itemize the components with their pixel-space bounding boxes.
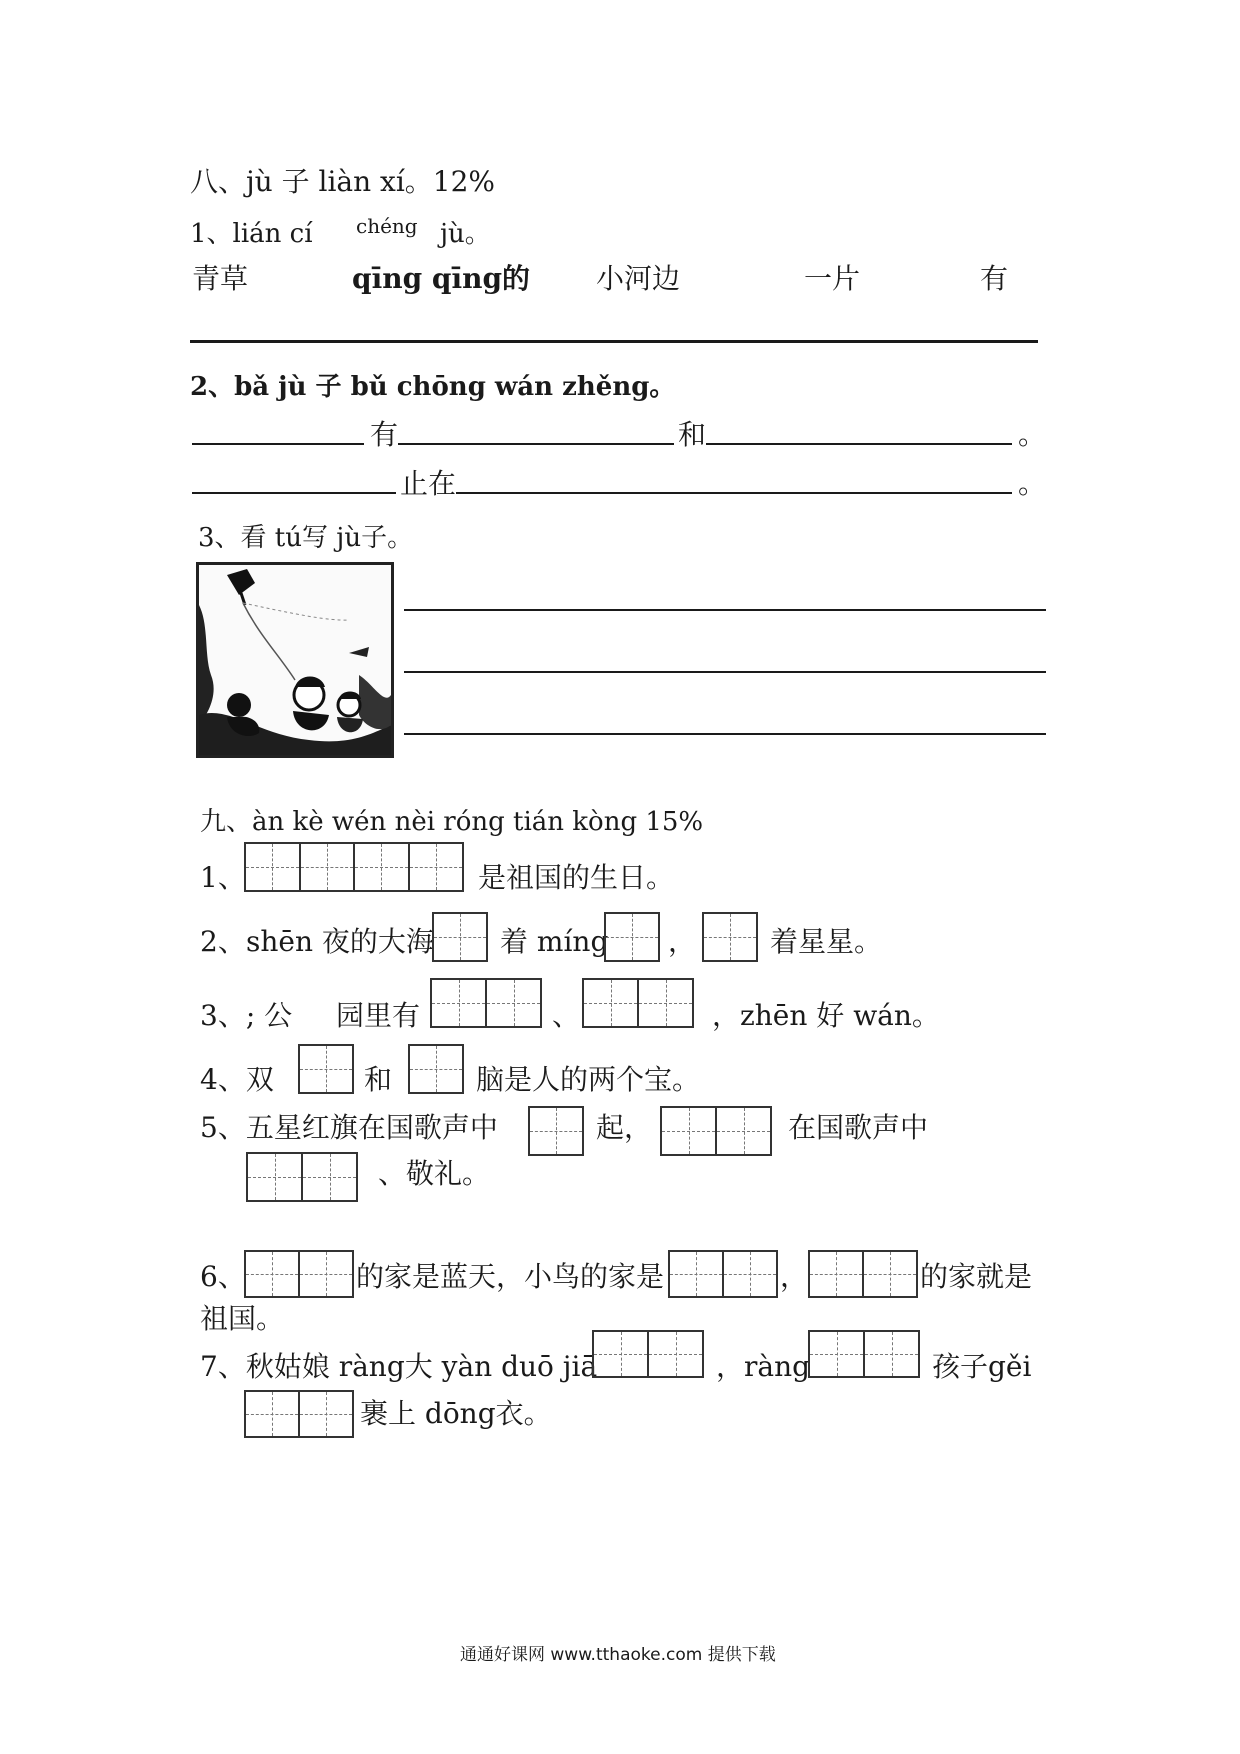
s9-q3-boxes-1[interactable] (430, 978, 542, 1028)
q2-you: 有 (370, 418, 399, 451)
s9-q2-a: shēn 夜的大海 (246, 925, 434, 958)
s9-q5-num: 5、五星红旗在国歌声中 (200, 1111, 498, 1144)
s9-q1-num: 1、 (200, 861, 246, 894)
q2-he: 和 (678, 418, 707, 451)
answer-line-q1[interactable] (190, 340, 1038, 343)
kite-picture (196, 562, 394, 758)
s9-q2-box-3[interactable] (702, 912, 758, 962)
s9-q7-b: 孩子gěi (932, 1350, 1032, 1383)
s9-q3-num: 3、; 公 (200, 999, 293, 1032)
s9-q2-c: ， (668, 925, 697, 958)
s9-q5-boxes-3[interactable] (246, 1152, 358, 1202)
s9-q3-boxes-2[interactable] (582, 978, 694, 1028)
s9-q7-boxes-3[interactable] (244, 1390, 354, 1438)
s9-q5-a: 起， (596, 1111, 653, 1144)
write-line-3[interactable] (404, 733, 1046, 735)
s9-q6-b: ， (780, 1260, 809, 1293)
blank-q2-4[interactable] (192, 492, 396, 494)
s9-q3-b: 、 (552, 999, 581, 1032)
s9-q1-boxes[interactable] (244, 842, 464, 892)
q1-cheng: chéng (356, 214, 418, 238)
s9-q3-c: ，zhēn 好 wán。 (712, 999, 940, 1032)
q2-period-2: 。 (1018, 467, 1047, 500)
write-line-2[interactable] (404, 671, 1046, 673)
s9-q1-tail: 是祖国的生日。 (478, 861, 675, 894)
s9-q6-d: 祖国。 (200, 1302, 285, 1335)
s9-q4-box-1[interactable] (298, 1044, 354, 1094)
q1-title: 1、lián cí (190, 219, 313, 249)
q2-period-1: 。 (1018, 418, 1047, 451)
s9-q2-box-2[interactable] (604, 912, 660, 962)
s9-q7-boxes-1[interactable] (592, 1330, 704, 1378)
s9-q4-b: 脑是人的两个宝。 (476, 1063, 701, 1096)
kite-illustration-icon (199, 565, 391, 755)
blank-q2-5[interactable] (456, 492, 1012, 494)
footer-download-note: 通通好课网 www.tthaoke.com 提供下载 (460, 1645, 776, 1665)
s9-q2-num: 2、 (200, 925, 246, 958)
s9-q6-c: 的家就是 (920, 1260, 1033, 1293)
s9-q4-box-2[interactable] (408, 1044, 464, 1094)
q2-title: 2、bǎ jù 子 bǔ chōng wán zhěng。 (190, 372, 676, 402)
s9-q5-box-1[interactable] (528, 1106, 584, 1156)
s9-q2-b: 着 míng (500, 925, 609, 958)
blank-q2-2[interactable] (398, 443, 674, 445)
word-yipian: 一片 (804, 262, 861, 295)
s9-q5-c: 、敬礼。 (378, 1157, 491, 1190)
word-qingqing: qīng qīng的 (352, 262, 531, 295)
s9-q7-boxes-2[interactable] (808, 1330, 920, 1378)
q1-ju: jù。 (440, 219, 491, 249)
q2-zhizai: 止在 (400, 467, 457, 500)
blank-q2-1[interactable] (192, 443, 364, 445)
q3-title: 3、看 tú写 jù子。 (198, 523, 414, 553)
s9-q5-boxes-2[interactable] (660, 1106, 772, 1156)
s9-q6-boxes-2[interactable] (668, 1250, 778, 1298)
s9-q6-a: 的家是蓝天，小鸟的家是 (356, 1260, 665, 1293)
section-9-title: 九、àn kè wén nèi róng tián kòng 15% (200, 807, 704, 837)
section-8-title: 八、jù 子 liàn xí。12% (190, 165, 496, 198)
s9-q2-d: 着星星。 (770, 925, 883, 958)
s9-q6-boxes-3[interactable] (808, 1250, 918, 1298)
write-line-1[interactable] (404, 609, 1046, 611)
word-qingcao: 青草 (192, 262, 249, 295)
s9-q2-box-1[interactable] (432, 912, 488, 962)
s9-q5-b: 在国歌声中 (788, 1111, 929, 1144)
word-xiaohebian: 小河边 (596, 262, 681, 295)
s9-q4-num: 4、双 (200, 1063, 274, 1096)
s9-q4-a: 和 (364, 1063, 393, 1096)
word-you: 有 (980, 262, 1009, 295)
s9-q3-a: 园里有 (336, 999, 421, 1032)
s9-q7-num: 7、秋姑娘 ràng大 yàn duō jiā (200, 1350, 598, 1383)
s9-q6-boxes-1[interactable] (244, 1250, 354, 1298)
s9-q7-c: 裹上 dōng衣。 (360, 1397, 552, 1430)
s9-q7-a: ，ràng (716, 1350, 811, 1383)
blank-q2-3[interactable] (706, 443, 1012, 445)
s9-q6-num: 6、 (200, 1260, 246, 1293)
